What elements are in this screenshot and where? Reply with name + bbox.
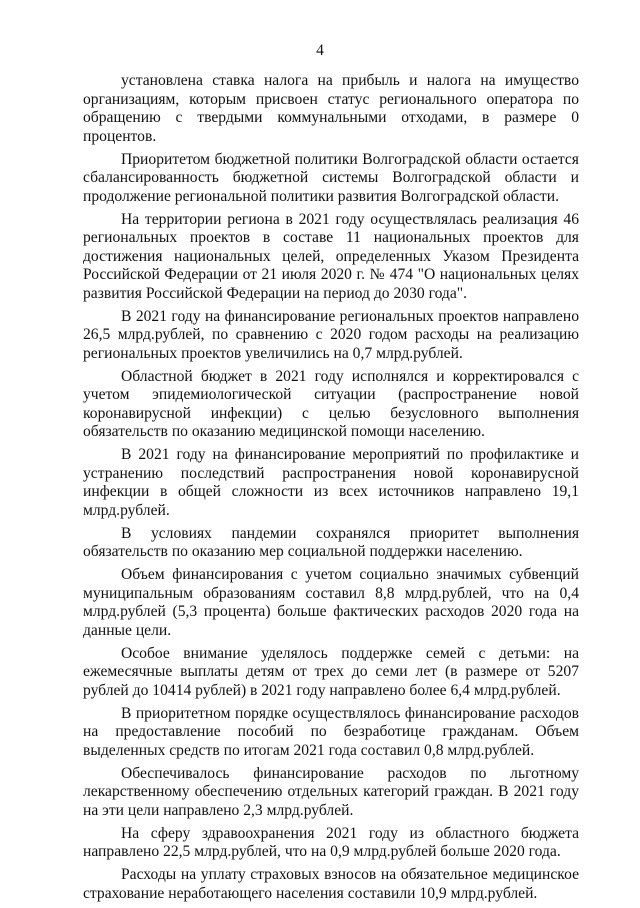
page-number: 4 — [316, 42, 324, 59]
paragraph-budget-policy: Приоритетом бюджетной политики Волгоградской области остается сбалансированность бюджетной системы Волгоградской области и продолжение региональной политики развития Волгоградской области. — [83, 150, 579, 205]
paragraph-project-financing: В 2021 году на финансирование региональных проектов направлено 26,5 млрд.рублей, по сравнению с 2020 годом расходы на реализацию региональных проектов увеличились на 0,7 млрд.рублей. — [83, 307, 579, 362]
paragraph-budget-execution: Областной бюджет в 2021 году исполнялся и корректировался с учетом эпидемиологической ситуации (распространение новой коронавирусной инфекции) с целью безусловного выполнения обязательств по оказанию медицинской помощи населению. — [83, 367, 579, 440]
document-body — [83, 72, 579, 908]
paragraph-medicine-provision: Обеспечивалось финансирование расходов по льготному лекарственному обеспечению отдельных категорий граждан. В 2021 году на эти цели направлено 2,3 млрд.рублей. — [83, 764, 579, 819]
paragraph-subventions: Объем финансирования с учетом социально значимых субвенций муниципальным образованиям составил 8,8 млрд.рублей, что на 0,4 млрд.рублей (5,3 процента) больше фактических расходов 2020 года на данные цели. — [83, 566, 579, 639]
paragraph-insurance: Расходы на уплату страховых взносов на обязательное медицинское страхование неработающего населения составили 10,9 млрд.рублей. — [83, 866, 579, 902]
paragraph-regional-projects: На территории региона в 2021 году осуществлялась реализация 46 региональных проектов в составе 11 национальных проектов для достижения национальных целей, определенных Указом Президента Российской Федерации от 21 июля 2020 г. № 474 "О национальных целях развития Российской Федерации на период до 2030 года". — [83, 210, 579, 302]
paragraph-unemployment: В приоритетном порядке осуществлялось финансирование расходов на предоставление пособий по безработице гражданам. Объем выделенных средств по итогам 2021 года составил 0,8 млрд.рублей. — [83, 704, 579, 759]
paragraph-covid-financing: В 2021 году на финансирование мероприятий по профилактике и устранению последствий распространения новой коронавирусной инфекции в общей сложности из всех источников направлено 19,1 млрд.рублей. — [83, 446, 579, 519]
paragraph-tax-rate: установлена ставка налога на прибыль и налога на имущество организациям, которым присвоен статус регионального оператора по обращению с твердыми коммунальными отходами, в размере 0 процентов. — [83, 72, 579, 145]
paragraph-family-support: Особое внимание уделялось поддержке семей с детьми: на ежемесячные выплаты детям от трех до семи лет (в размере от 5207 рублей до 10414 рублей) в 2021 году направлено более 6,4 млрд.рублей. — [83, 644, 579, 699]
paragraph-healthcare: На сферу здравоохранения 2021 году из областного бюджета направлено 22,5 млрд.рублей, что на 0,9 млрд.рублей больше 2020 года. — [83, 824, 579, 860]
paragraph-pandemic-priority: В условиях пандемии сохранялся приоритет выполнения обязательств по оказанию мер социальной поддержки населению. — [83, 524, 579, 560]
